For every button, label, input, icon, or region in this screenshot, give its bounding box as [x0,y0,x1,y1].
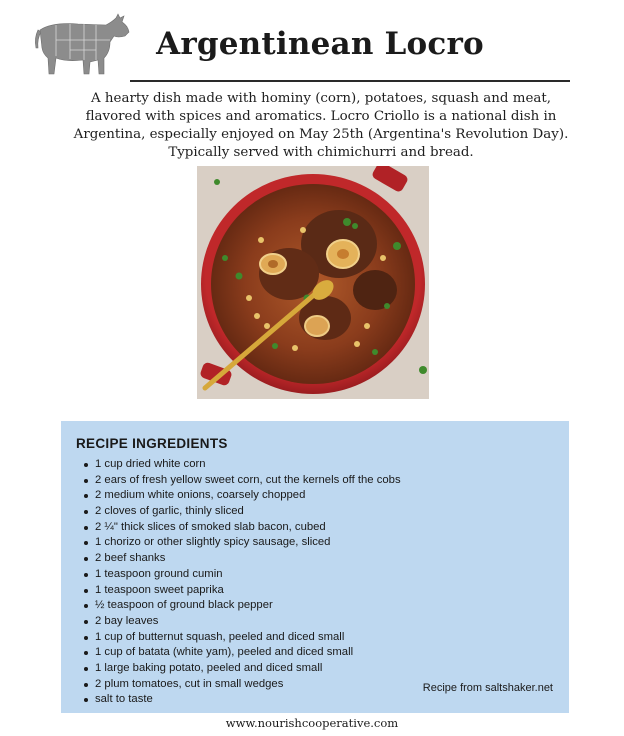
list-item: 1 cup of batata (white yam), peeled and diced small [81,645,401,661]
list-item: 1 cup of butternut squash, peeled and diced small [81,630,401,646]
ingredients-list [81,457,401,708]
ingredients-heading: RECIPE INGREDIENTS [76,436,228,451]
list-item: 1 chorizo or other slightly spicy sausage, sliced [81,535,401,551]
list-item: salt to taste [81,692,401,708]
list-item: 2 plum tomatoes, cut in small wedges [81,677,401,693]
list-item: 2 bay leaves [81,614,401,630]
ingredients-panel [61,421,569,713]
list-item: 2 ¼" thick slices of smoked slab bacon, cubed [81,520,401,536]
list-item: ½ teaspoon of ground black pepper [81,598,401,614]
title-divider [130,80,570,82]
list-item: 1 teaspoon sweet paprika [81,583,401,599]
list-item: 1 teaspoon ground cumin [81,567,401,583]
list-item: 2 ears of fresh yellow sweet corn, cut the kernels off the cobs [81,473,401,489]
footer-website: www.nourishcooperative.com [225,716,399,730]
locro-photo [197,166,429,399]
list-item: 2 beef shanks [81,551,401,567]
cow-icon [32,8,132,82]
list-item: 1 large baking potato, peeled and diced small [81,661,401,677]
recipe-credit: Recipe from saltshaker.net [422,682,553,694]
list-item: 2 medium white onions, coarsely chopped [81,488,401,504]
list-item: 1 cup dried white corn [81,457,401,473]
list-item: 2 cloves of garlic, thinly sliced [81,504,401,520]
page-title: Argentinean Locro [156,26,484,62]
recipe-description: A hearty dish made with hominy (corn), potatoes, squash and meat, flavored with spices and aromatics. Locro Criollo is a national dish in Argentina, especially enjoyed on May 25th (Argentina's Revolution Day). Typically served with chimichurri and bread. [73,91,569,160]
